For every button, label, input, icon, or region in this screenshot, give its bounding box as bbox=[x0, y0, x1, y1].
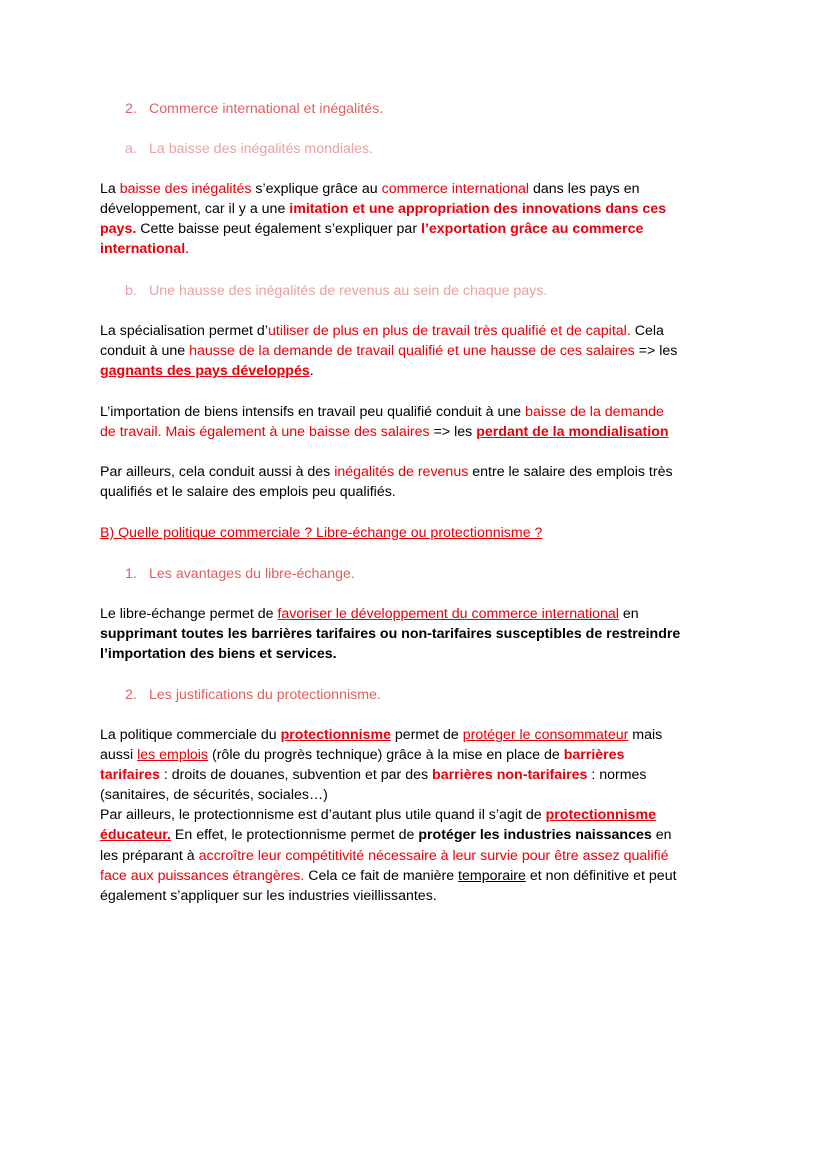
text-span: dans les pays en bbox=[529, 181, 640, 197]
text-line bbox=[100, 462, 673, 482]
bold-span: protéger les industries naissances bbox=[418, 827, 652, 843]
text-span: L’importation de biens intensifs en travail peu qualifié conduit à une bbox=[100, 404, 526, 420]
heading-commerce-inegalites bbox=[125, 99, 383, 119]
subheading-hausse-inegalites bbox=[125, 281, 547, 301]
text-line bbox=[100, 765, 647, 785]
text-line bbox=[100, 745, 624, 765]
underlined-span: temporaire bbox=[458, 868, 526, 884]
highlight-span: protéger le consommateur bbox=[462, 727, 629, 743]
text-span: Par ailleurs, le protectionnisme est d’autant plus utile quand il s’agit de bbox=[100, 807, 546, 823]
highlight-span: tarifaires bbox=[100, 767, 160, 783]
text-line bbox=[100, 785, 328, 805]
text-span: En effet, le protectionnisme permet de bbox=[170, 827, 419, 843]
text-span: supprimant toutes les barrières tarifaires ou non-tarifaires susceptibles de restreindre bbox=[100, 626, 681, 642]
heading-text: Commerce international et inégalités. bbox=[149, 101, 384, 117]
text-span: aussi bbox=[100, 747, 138, 763]
text-span: et non définitive et peut bbox=[525, 868, 677, 884]
text-span: (rôle du progrès technique) grâce à la mise en place de bbox=[208, 747, 564, 763]
text-line bbox=[100, 199, 666, 219]
section-b-title: B) Quelle politique commerciale ? Libre-échange ou protectionnisme ? bbox=[100, 525, 543, 541]
highlight-span: inégalités de revenus bbox=[334, 464, 469, 480]
text-span: mais bbox=[628, 727, 663, 743]
text-span: Le libre-échange permet de bbox=[100, 606, 278, 622]
highlight-span: l’exportation grâce au commerce bbox=[421, 221, 644, 237]
text-line bbox=[100, 482, 396, 502]
highlight-span: favoriser le développement du commerce international bbox=[277, 606, 619, 622]
text-span: La politique commerciale du bbox=[100, 727, 281, 743]
text-line bbox=[100, 805, 656, 825]
text-line bbox=[100, 219, 643, 239]
text-span: qualifiés et le salaire des emplois peu qualifiés. bbox=[100, 484, 396, 500]
highlight-span: protectionnisme bbox=[280, 727, 391, 743]
highlight-span: commerce international bbox=[381, 181, 530, 197]
text-span: Cette baisse peut également s’expliquer par bbox=[136, 221, 421, 237]
highlight-span: pays. bbox=[100, 221, 137, 237]
text-span: : normes bbox=[587, 767, 647, 783]
highlight-span: baisse de la demande bbox=[525, 404, 664, 420]
text-span: entre le salaire des emplois très bbox=[468, 464, 673, 480]
highlight-span: baisse des inégalités bbox=[119, 181, 252, 197]
highlight-span: utiliser de plus en plus de travail très qualifié et de capital. bbox=[267, 323, 631, 339]
highlight-span: les emplois bbox=[137, 747, 209, 763]
highlight-span: accroître leur compétitivité nécessaire à leur survie pour être assez qualifié bbox=[198, 848, 669, 864]
subheading-text: La baisse des inégalités mondiales. bbox=[149, 141, 373, 157]
text-span: en bbox=[651, 827, 672, 843]
subheading-letter: b. bbox=[125, 283, 137, 299]
text-span: conduit à une bbox=[100, 343, 190, 359]
heading-avantages-libre-echange bbox=[125, 564, 355, 584]
heading-text: Les avantages du libre-échange. bbox=[149, 566, 355, 582]
highlight-span: de travail. Mais également à une baisse des salaires bbox=[100, 424, 430, 440]
text-line bbox=[100, 179, 639, 199]
highlight-span: hausse de la demande de travail qualifié et une hausse de ces salaires bbox=[189, 343, 635, 359]
text-span: La spécialisation permet d’ bbox=[100, 323, 268, 339]
text-span: en bbox=[618, 606, 639, 622]
highlight-span: face aux puissances étrangères. bbox=[100, 868, 305, 884]
text-span: les préparant à bbox=[100, 848, 199, 864]
text-line bbox=[100, 361, 314, 381]
heading-number: 1. bbox=[125, 566, 137, 582]
text-line bbox=[100, 239, 189, 259]
highlight-span: perdant de la mondialisation bbox=[476, 424, 669, 440]
text-line bbox=[100, 604, 639, 624]
text-line bbox=[100, 866, 677, 886]
text-span: La bbox=[100, 181, 120, 197]
text-line bbox=[100, 846, 669, 866]
text-line bbox=[100, 321, 664, 341]
text-span: permet de bbox=[390, 727, 463, 743]
text-span: (sanitaires, de sécurités, sociales…) bbox=[100, 787, 328, 803]
text-line bbox=[100, 825, 671, 845]
highlight-span: imitation et une appropriation des innovations dans ces bbox=[289, 201, 667, 217]
subheading-text: Une hausse des inégalités de revenus au sein de chaque pays. bbox=[149, 283, 548, 299]
text-line bbox=[100, 725, 662, 745]
text-span: s’explique grâce au bbox=[251, 181, 382, 197]
heading-text: Les justifications du protectionnisme. bbox=[149, 687, 381, 703]
subheading-baisse-inegalites bbox=[125, 139, 373, 159]
heading-number: 2. bbox=[125, 101, 137, 117]
text-span: également s’appliquer sur les industries vieillissantes. bbox=[100, 888, 437, 904]
text-line bbox=[100, 402, 664, 422]
heading-justifications-protectionnisme bbox=[125, 685, 381, 705]
subheading-letter: a. bbox=[125, 141, 137, 157]
text-span: : droits de douanes, subvention et par des bbox=[159, 767, 433, 783]
text-span: Par ailleurs, cela conduit aussi à des bbox=[100, 464, 335, 480]
text-line bbox=[100, 422, 669, 442]
text-line bbox=[100, 886, 437, 906]
text-line bbox=[100, 341, 677, 361]
highlight-span: gagnants des pays développés bbox=[100, 363, 310, 379]
text-line bbox=[100, 644, 337, 664]
text-span: . bbox=[309, 363, 314, 379]
text-span: développement, car il y a une bbox=[100, 201, 290, 217]
highlight-span: barrières bbox=[563, 747, 625, 763]
text-span: Cela ce fait de manière bbox=[304, 868, 459, 884]
highlight-span: barrières non-tarifaires bbox=[432, 767, 588, 783]
highlight-span: protectionnisme bbox=[545, 807, 656, 823]
highlight-span: international bbox=[100, 241, 186, 257]
text-span: l’importation des biens et services. bbox=[100, 646, 337, 662]
text-span: => les bbox=[634, 343, 678, 359]
text-span: Cela bbox=[630, 323, 664, 339]
text-span: . bbox=[185, 241, 190, 257]
heading-number: 2. bbox=[125, 687, 137, 703]
text-span: => les bbox=[429, 424, 477, 440]
text-line bbox=[100, 624, 680, 644]
highlight-span: éducateur. bbox=[100, 827, 171, 843]
